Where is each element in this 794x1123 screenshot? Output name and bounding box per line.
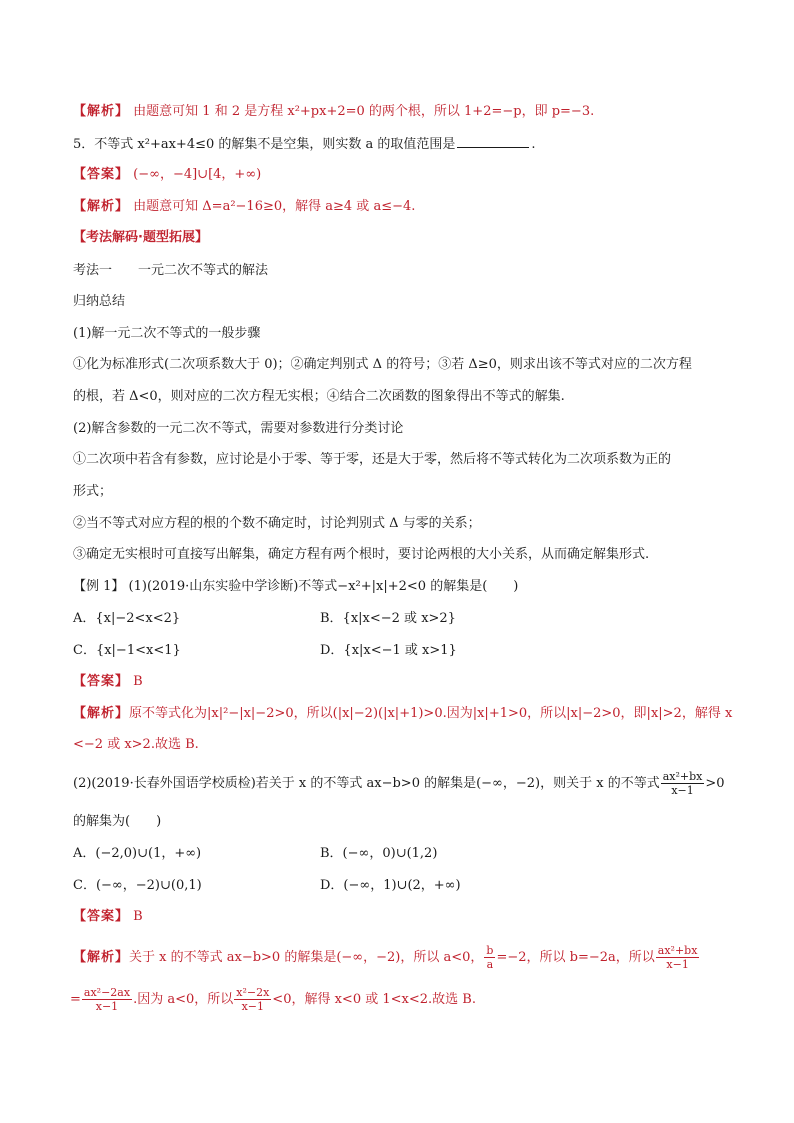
answer-label: 【答案】 [73, 167, 130, 182]
example1-analysis [73, 705, 732, 723]
answer-label: 【答案】 [73, 909, 130, 924]
step2-title: (2)解含参数的一元二次不等式，需要对参数进行分类讨论 [73, 421, 404, 436]
analysis-label: 【解析】 [73, 104, 130, 119]
fraction-denominator: x−1 [666, 958, 689, 971]
example2-option-b: B．(−∞，0)∪(1,2) [320, 846, 438, 861]
answer-label: 【答案】 [73, 674, 130, 689]
summary-title: 归纳总结 [73, 294, 126, 309]
fraction [234, 986, 271, 1013]
example2-question-line2: 的解集为( ) [73, 814, 162, 829]
answer-text: B [133, 909, 143, 924]
step2-line2: 形式； [73, 484, 113, 499]
example1-answer [73, 673, 143, 691]
analysis-text: 原不等式化为|x|²−|x|−2>0，所以(|x|−2)(|x|+1)>0.因为|x|+1>0，所以|x|−2>0，即|x|>2，解得 x [129, 706, 733, 721]
example2-option-a: A．(−2,0)∪(1，+∞) [73, 846, 202, 861]
example2-analysis-line2 [70, 986, 476, 1013]
fraction-numerator: b [486, 944, 494, 957]
example2-analysis [73, 944, 700, 971]
example1-question: 【例 1】 (1)(2019·山东实验中学诊断)不等式−x²+|x|+2<0 的解集是( ) [73, 579, 519, 594]
fraction [484, 944, 495, 971]
section-title [73, 229, 208, 247]
section-title-text: 【考法解码·题型拓展】 [73, 230, 208, 245]
example1-option-b: B．{x|x<−2 或 x>2} [320, 611, 456, 626]
answer-text: B [133, 674, 143, 689]
answer-blank [457, 135, 529, 148]
q5-answer [73, 166, 261, 184]
question-5-text: 5．不等式 x²+ax+4≤0 的解集不是空集，则实数 a 的取值范围是 [73, 137, 456, 152]
analysis-text: 由题意可知 1 和 2 是方程 x²+px+2=0 的两个根，所以 1+2=−p，即 p=−3. [133, 104, 595, 119]
step1-line2: 的根，若 Δ<0，则对应的二次方程无实根；④结合二次函数的图象得出不等式的解集. [73, 389, 565, 404]
answer-text: (−∞，−4]∪[4，+∞) [133, 167, 262, 182]
question-text: (2)(2019·长春外国语学校质检)若关于 x 的不等式 ax−b>0 的解集是(−∞，−2)，则关于 x 的不等式 [73, 776, 660, 791]
analysis-label: 【解析】 [73, 950, 130, 965]
fraction-denominator: x−1 [671, 784, 694, 797]
analysis-text: 由题意可知 Δ=a²−16≥0，解得 a≥4 或 a≤−4. [133, 199, 416, 214]
fraction-numerator: ax²+bx [662, 770, 703, 783]
analysis-text: <0，解得 x<0 或 1<x<2.故选 B. [272, 992, 476, 1007]
question-5 [73, 135, 536, 154]
example1-option-a: A．{x|−2<x<2} [73, 611, 181, 626]
example2-option-d: D．(−∞，1)∪(2，+∞) [320, 878, 461, 893]
example1-analysis-line2: <−2 或 x>2.故选 B. [73, 737, 199, 752]
method-title: 考法一 一元二次不等式的解法 [73, 263, 269, 278]
analysis-prev [73, 103, 594, 121]
question-5-end: . [531, 137, 536, 152]
example2-option-c: C．(−∞，−2)∪(0,1) [73, 878, 202, 893]
example2-answer [73, 908, 143, 926]
step2-line4: ③确定无实根时可直接写出解集，确定方程有两个根时，要讨论两根的大小关系，从而确定解集形式. [73, 547, 650, 562]
fraction [661, 770, 705, 797]
step1-title: (1)解一元二次不等式的一般步骤 [73, 326, 261, 341]
fraction-numerator: ax²−2ax [83, 986, 131, 999]
example1-option-c: C．{x|−1<x<1} [73, 643, 181, 658]
step1-line1: ①化为标准形式(二次项系数大于 0)；②确定判别式 Δ 的符号；③若 Δ≥0，则求出该不等式对应的二次方程 [73, 357, 692, 372]
fraction [82, 986, 132, 1013]
q5-analysis [73, 198, 415, 216]
example2-question [73, 770, 725, 797]
fraction-numerator: x²−2x [236, 986, 270, 999]
analysis-text: =−2，所以 b=−2a，所以 [496, 950, 655, 965]
question-text-end: >0 [705, 776, 725, 791]
example1-option-d: D．{x|x<−1 或 x>1} [320, 643, 457, 658]
step2-line3: ②当不等式对应方程的根的个数不确定时，讨论判别式 Δ 与零的关系； [73, 516, 481, 531]
analysis-text: = [70, 992, 81, 1007]
fraction-denominator: a [486, 958, 494, 971]
fraction [656, 944, 700, 971]
fraction-denominator: x−1 [241, 1000, 264, 1013]
analysis-text: .因为 a<0，所以 [133, 992, 234, 1007]
analysis-label: 【解析】 [73, 199, 130, 214]
fraction-denominator: x−1 [95, 1000, 119, 1013]
analysis-label: 【解析】 [73, 706, 130, 721]
step2-line1: ①二次项中若含有参数，应讨论是小于零、等于零，还是大于零，然后将不等式转化为二次项系数为正的 [73, 452, 672, 467]
analysis-text: 关于 x 的不等式 ax−b>0 的解集是(−∞，−2)，所以 a<0， [129, 950, 484, 965]
fraction-numerator: ax²+bx [657, 944, 698, 957]
